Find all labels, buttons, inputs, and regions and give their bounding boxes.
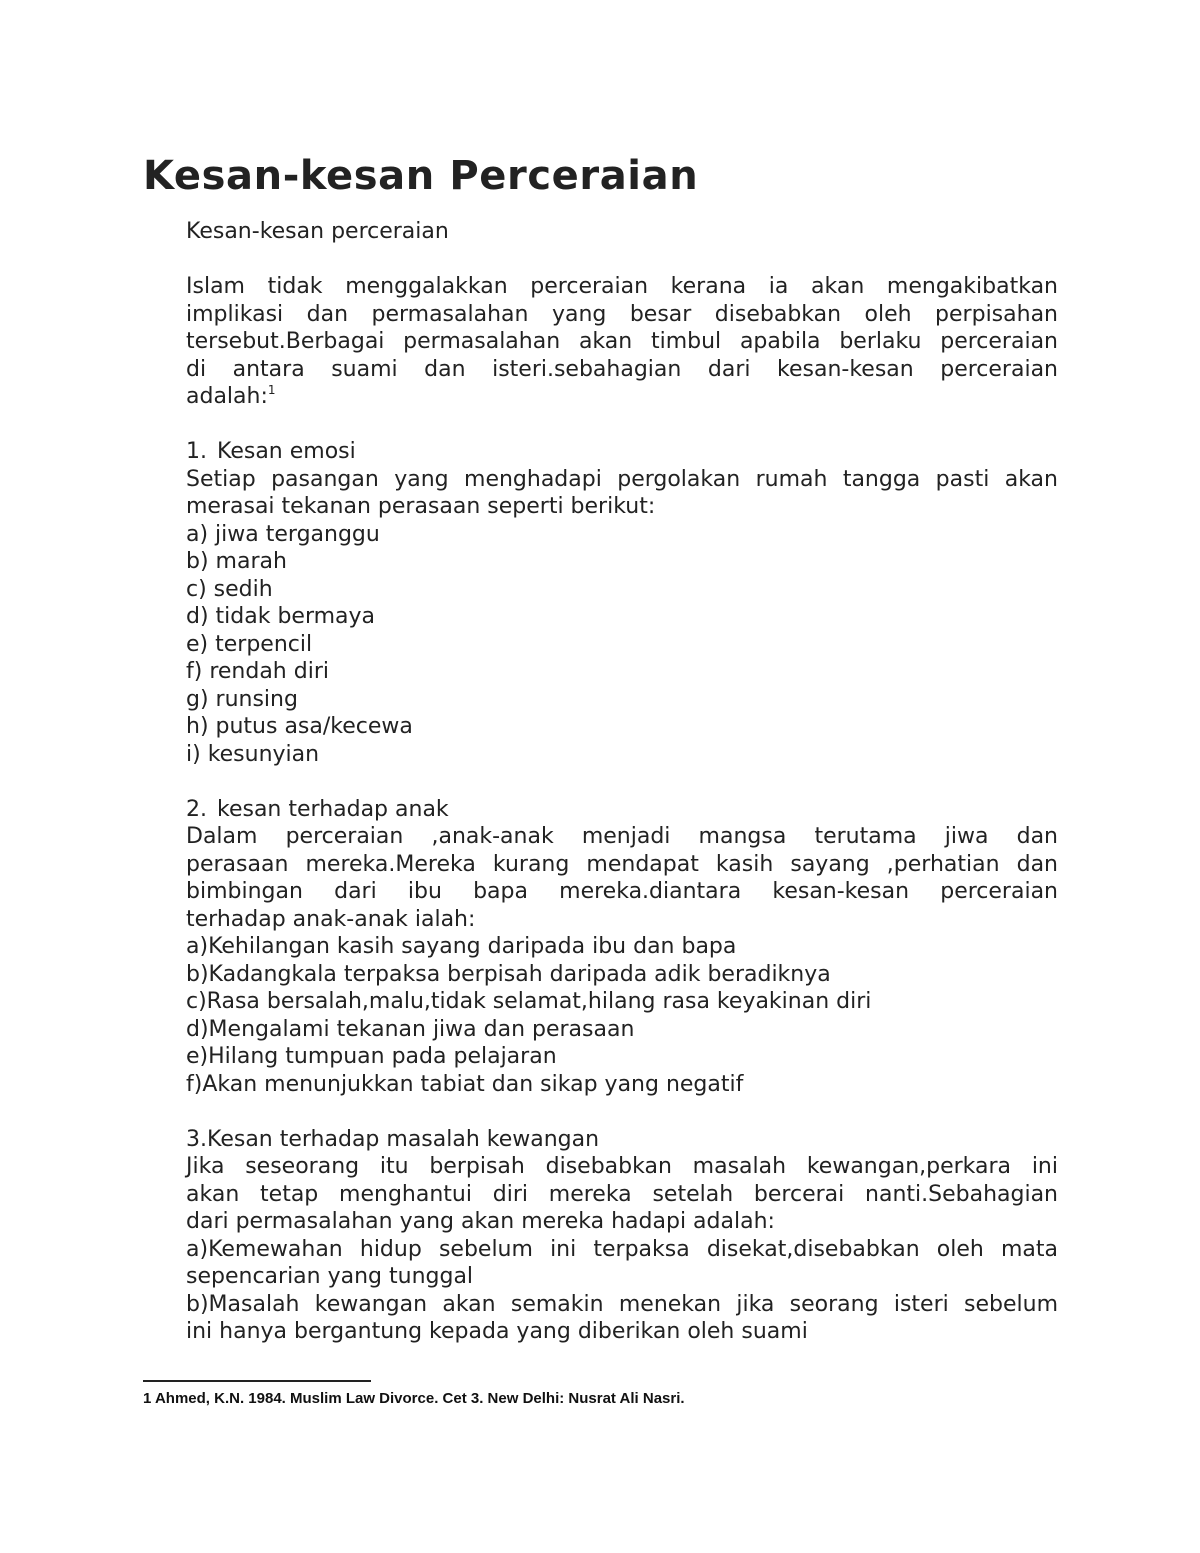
footnote-reference: 1 — [267, 383, 276, 397]
list-item-continuation: ini hanya bergantung kepada yang diberikan oleh suami — [186, 1319, 808, 1344]
list-item-continuation: sepencarian yang tunggal — [186, 1264, 474, 1289]
section-3-para-line: akan tetap menghantui diri mereka setelah bercerai nanti.Sebahagian — [186, 1181, 1058, 1207]
section-3-para-line: Jika seseorang itu berpisah disebabkan masalah kewangan,perkara ini — [186, 1154, 1058, 1179]
section-2-title: kesan terhadap anak — [217, 796, 449, 822]
section-2-para-line: perasaan mereka.Mereka kurang mendapat kasih sayang ,perhatian dan — [186, 851, 1058, 877]
section-3-heading: 3.Kesan terhadap masalah kewangan — [186, 1126, 600, 1152]
footnote: 1 Ahmed, K.N. 1984. Muslim Law Divorce. Cet 3. New Delhi: Nusrat Ali Nasri. — [143, 1390, 685, 1407]
list-item: f)Akan menunjukkan tabiat dan sikap yang negatif — [186, 1071, 744, 1097]
footnote-separator — [143, 1380, 371, 1382]
subtitle: Kesan-kesan perceraian — [186, 219, 449, 244]
section-1-number: 1. — [186, 439, 207, 464]
intro-paragraph — [186, 273, 1058, 411]
list-item: h) putus asa/kecewa — [186, 714, 413, 739]
document-body — [186, 218, 1058, 1346]
list-item: d) tidak bermaya — [186, 604, 376, 629]
section-1-para-line: merasai tekanan perasaan seperti berikut: — [186, 494, 656, 519]
list-item: e)Hilang tumpuan pada pelajaran — [186, 1044, 557, 1069]
intro-line: implikasi dan permasalahan yang besar disebabkan oleh perpisahan — [186, 301, 1058, 327]
section-2-heading — [186, 796, 1058, 824]
list-item: c)Rasa bersalah,malu,tidak selamat,hilang rasa keyakinan diri — [186, 989, 872, 1014]
list-item: b)Masalah kewangan akan semakin menekan jika seorang isteri sebelum — [186, 1291, 1058, 1317]
section-2-para-line: Dalam perceraian ,anak-anak menjadi mangsa terutama jiwa dan — [186, 824, 1058, 849]
section-2-number: 2. — [186, 796, 207, 822]
intro-last-text: adalah: — [186, 384, 268, 409]
list-item: e) terpencil — [186, 631, 313, 657]
intro-line: Islam tidak menggalakkan perceraian kerana ia akan mengakibatkan — [186, 274, 1058, 299]
section-1-title: Kesan emosi — [217, 439, 356, 464]
list-item: a)Kemewahan hidup sebelum ini terpaksa disekat,disebabkan oleh mata — [186, 1236, 1058, 1262]
list-item: b) marah — [186, 549, 287, 574]
section-emotional — [186, 438, 1058, 768]
section-1-para-line: Setiap pasangan yang menghadapi pergolakan rumah tangga pasti akan — [186, 466, 1058, 492]
section-children — [186, 796, 1058, 1099]
intro-last-line — [186, 383, 1058, 411]
list-item: c) sedih — [186, 576, 273, 602]
list-item: d)Mengalami tekanan jiwa dan perasaan — [186, 1016, 635, 1042]
section-3-para-line: dari permasalahan yang akan mereka hadapi adalah: — [186, 1209, 775, 1234]
list-item: f) rendah diri — [186, 659, 329, 684]
section-2-para-line: terhadap anak-anak ialah: — [186, 906, 476, 932]
section-2-para-line: bimbingan dari ibu bapa mereka.diantara kesan-kesan perceraian — [186, 879, 1058, 904]
list-item: i) kesunyian — [186, 741, 320, 767]
intro-line: di antara suami dan isteri.sebahagian dari kesan-kesan perceraian — [186, 356, 1058, 382]
page-title: Kesan-kesan Perceraian — [143, 153, 699, 199]
intro-line: tersebut.Berbagai permasalahan akan timbul apabila berlaku perceraian — [186, 329, 1058, 354]
section-1-heading — [186, 438, 1058, 466]
list-item: a)Kehilangan kasih sayang daripada ibu dan bapa — [186, 934, 737, 959]
section-financial — [186, 1126, 1058, 1346]
list-item: b)Kadangkala terpaksa berpisah daripada adik beradiknya — [186, 961, 831, 987]
list-item: a) jiwa terganggu — [186, 521, 380, 547]
list-item: g) runsing — [186, 686, 298, 712]
